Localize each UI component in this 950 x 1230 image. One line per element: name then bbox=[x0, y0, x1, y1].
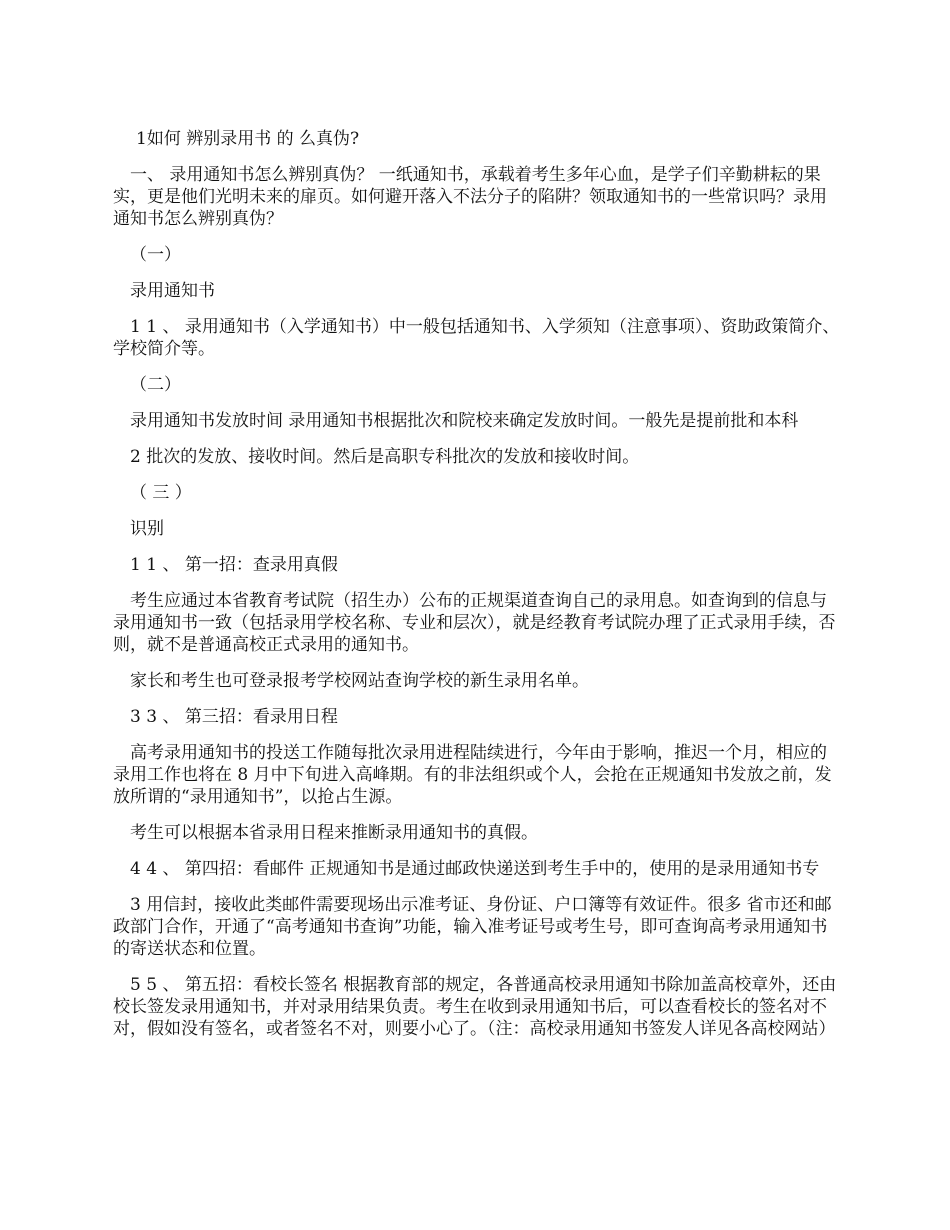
paragraph-release-time: 录用通知书发放时间 录用通知书根据批次和院校来确定发放时间。一般先是提前批和本科 bbox=[130, 411, 799, 431]
section-heading-1: （一） bbox=[130, 245, 181, 265]
paragraph-batch-time: 2 批次的发放、接收时间。然后是高职专科批次的发放和接收时间。 bbox=[130, 447, 640, 467]
section-subheading-3: 识别 bbox=[130, 519, 164, 539]
paragraph-schedule-judge: 考生可以根据本省录用日程来推断录用通知书的真假。 bbox=[130, 823, 538, 843]
document-page bbox=[113, 128, 841, 1054]
paragraph-contents: 1 1 、 录用通知书（入学通知书）中一般包括通知书、入学须知（注意事项）、资助政策简介、学校简介等。 bbox=[113, 317, 840, 359]
paragraph-envelope: 3 用信封，接收此类邮件需要现场出示准考证、身份证、户口簿等有效证件。很多 省市还和邮政部门合作，开通了“高考通知书查询”功能，输入准考证号或考生号，即可查询高考录用通知书的寄送状态和位置。 bbox=[113, 895, 832, 959]
tip-4-paragraph: 4 4 、 第四招：看邮件 正规通知书是通过邮政快递送到考生手中的，使用的是录用通知书专 bbox=[130, 859, 820, 879]
section-heading-2: （二） bbox=[130, 375, 181, 395]
section-subheading-1: 录用通知书 bbox=[130, 281, 215, 301]
tip-3-heading: 3 3 、 第三招：看录用日程 bbox=[130, 707, 338, 727]
tip-1-heading: 1 1 、 第一招：查录用真假 bbox=[130, 555, 338, 575]
paragraph-verify-admission: 考生应通过本省教育考试院（招生办）公布的正规渠道查询自己的录用息。如查询到的信息与录用通知书一致（包括录用学校名称、专业和层次），就是经教育考试院办理了正式录用手续，否则，就不是普通高校正式录用的通知书。 bbox=[113, 591, 836, 655]
paragraph-schedule: 高考录用通知书的投送工作随每批次录用进程陆续进行，今年由于影响，推迟一个月，相应的录用工作也将在 8 月中下旬进入高峰期。有的非法组织或个人，会抢在正规通知书发放之前，发放所谓的“录用通知书”，以抢占生源。 bbox=[113, 743, 832, 807]
document-title: 1如何 辨别录用书 的 么真伪? bbox=[136, 129, 360, 149]
paragraph-intro: 一、 录用通知书怎么辨别真伪？ 一纸通知书，承载着考生多年心血，是学子们辛勤耕耘的果实，更是他们光明未来的扉页。如何避开落入不法分子的陷阱？领取通知书的一些常识吗？录用通知书怎么辨别真伪？ bbox=[113, 165, 827, 229]
section-heading-3: （ 三 ） bbox=[130, 483, 192, 503]
paragraph-school-website: 家长和考生也可登录报考学校网站查询学校的新生录用名单。 bbox=[130, 671, 589, 691]
tip-5-paragraph: 5 5 、 第五招：看校长签名 根据教育部的规定，各普通高校录用通知书除加盖高校章外，还由校长签发录用通知书，并对录用结果负责。考生在收到录用通知书后，可以查看校长的签名对不对，假如没有签名，或者签名不对，则要小心了。（注：高校录用通知书签发人详见各高校网站） bbox=[113, 975, 837, 1039]
